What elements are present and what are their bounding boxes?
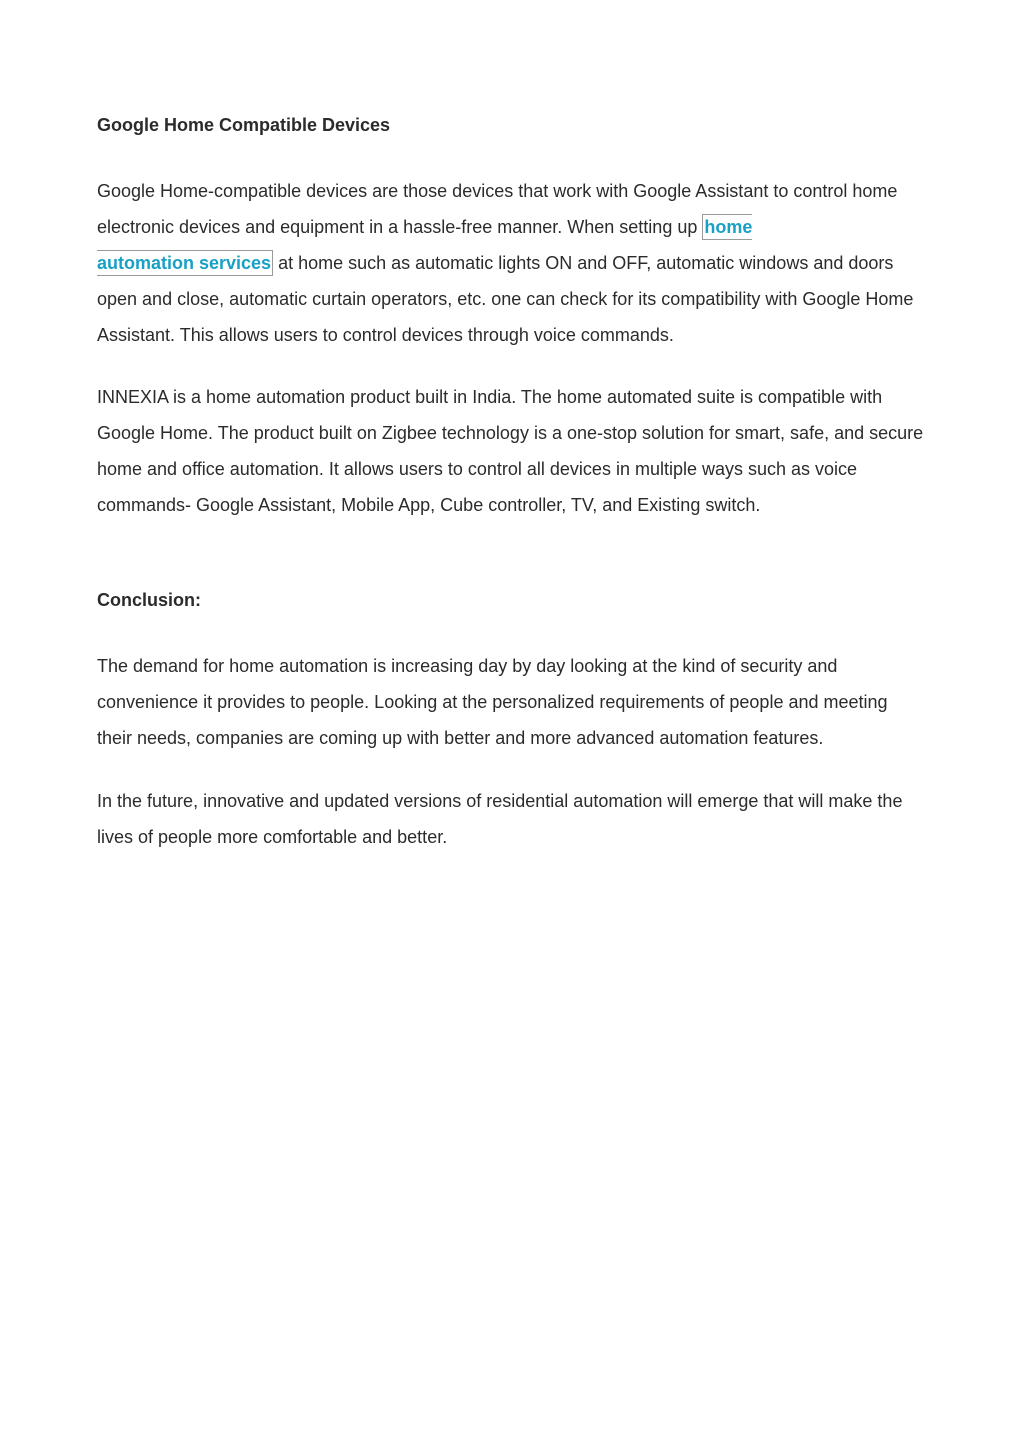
- section-heading-google-home: Google Home Compatible Devices: [97, 115, 391, 135]
- paragraph-future: In the future, innovative and updated versions of residential automation will emerge that will make the lives of people more comfortable and better.: [97, 791, 903, 847]
- paragraph-text: at home such as automatic lights ON and OFF, automatic windows and doors open and close, automatic curtain operators, etc. one can check for its compatibility with Google Home Assistant. This allows users to control devices through voice commands.: [97, 253, 914, 345]
- document-page: [97, 112, 927, 855]
- link-text-line2: automation services: [97, 253, 272, 273]
- paragraph-demand: The demand for home automation is increasing day by day looking at the kind of security and convenience it provides to people. Looking at the personalized requirements of people and meeting their needs, companies are coming up with better and more advanced automation features.: [97, 656, 888, 748]
- paragraph-compatible-devices: [97, 173, 927, 353]
- section-heading-conclusion: Conclusion:: [97, 590, 201, 610]
- paragraph-text: Google Home-compatible devices are those devices that work with Google Assistant to control home electronic devices and equipment in a hassle-free manner. When setting up: [97, 181, 898, 237]
- link-text-line1: home: [704, 217, 753, 237]
- paragraph-innexia: INNEXIA is a home automation product built in India. The home automated suite is compatible with Google Home. The product built on Zigbee technology is a one-stop solution for smart, safe, and secure home and office automation. It allows users to control all devices in multiple ways such as voice commands- Google Assistant, Mobile App, Cube controller, TV, and Existing switch.: [97, 387, 924, 515]
